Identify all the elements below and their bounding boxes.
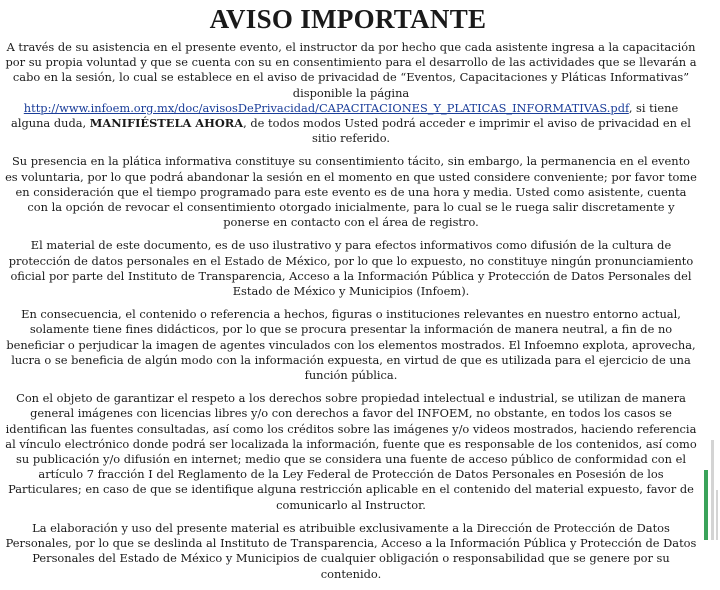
consequence-paragraph: En consecuencia, el contenido o referencia a hechos, figuras o instituciones relevantes en nuestro entorno actual, solamente tiene fines didácticos, por lo que se procura presentar la información de manera neutral, a fin de no beneficiar o perjudicar la imagen de agentes vinculados con los elementos mostrados. El Infoemno explota, aprovecha, lucra o se beneficia de algún modo con la información expuesta, en virtud de que es utilizada para el ejercicio de una función pública.: [6, 307, 696, 383]
privacy-text-emphasis: MANIFIÉSTELA AHORA: [89, 116, 244, 131]
responsibility-paragraph: La elaboración y uso del presente material es atribuible exclusivamente a la Dirección de Protección de Datos Personales, por lo que se deslinda al Instituto de Transparencia, Acceso a la Información Pública y Protección de Datos Personales del Estado de México y Municipios de cualquier obligación o responsabilidad que se genere por su contenido.: [5, 520, 697, 581]
decor-stripe-gray-thin: [716, 490, 718, 540]
geometric-stripes-icon: [700, 0, 720, 540]
intellectual-property-paragraph: Con el objeto de garantizar el respeto a los derechos sobre propiedad intelectual e industrial, se utilizan de manera general imágenes con licencias libres y/o con derechos a favor del INFOEM, no obstante, en todos los casos se identifican las fuentes consultadas, así como los créditos sobre las imágenes y/o videos mostrados, haciendo referencia al vínculo electrónico donde podrá ser localizada la información, fuente que es responsable de los contenidos, así como su publicación y/o difusión en internet; medio que se considera una fuente de acceso público de conformidad con el artículo 7 fracción I del Reglamento de la Ley Federal de Protección de Datos Personales en Posesión de los Particulares; en caso de que se identifique alguna restricción aplicable en el contenido del material expuesto, favor de comunicarlo al Instructor.: [5, 391, 697, 512]
privacy-paragraph: [4, 40, 698, 146]
notice-body: [4, 40, 698, 590]
privacy-text-end: , de todos modos Usted podrá acceder e imprimir el aviso de privacidad en el sitio referido.: [243, 116, 691, 146]
decor-stripe-gray: [711, 440, 714, 540]
page-title: AVISO IMPORTANTE: [209, 4, 487, 34]
privacy-text-start: A través de su asistencia en el presente evento, el instructor da por hecho que cada asistente ingresa a la capacitación por su propia voluntad y que se cuenta con su en consentimiento para el desarrollo de las actividades que se llevarán a cabo en la sesión, lo cual se establece en el aviso de privacidad de “Eventos, Capacitaciones y Pláticas Informativas” disponible la página: [5, 40, 697, 100]
privacy-text-middle: , si tiene alguna duda,: [11, 100, 679, 131]
consent-paragraph: Su presencia en la plática informativa constituye su consentimiento tácito, sin embargo, la permanencia en el evento es voluntaria, por lo que podrá abandonar la sesión en el momento en que usted considere conveniente; por favor tome en consideración que el tiempo programado para este evento es de una hora y media. Usted como asistente, cuenta con la opción de revocar el consentimiento otorgado inicialmente, para lo cual se le ruega salir discretamente y ponerse en contacto con el área de registro.: [5, 154, 697, 230]
privacy-notice-link[interactable]: http://www.infoem.org.mx/doc/avisosDePrivacidad/CAPACITACIONES_Y_PLATICAS_INFORMATIVAS.pdf: [23, 100, 629, 115]
material-paragraph: El material de este documento, es de uso ilustrativo y para efectos informativos como difusión de la cultura de protección de datos personales en el Estado de México, por lo que lo expuesto, no constituye ningún pronunciamiento oficial por parte del Instituto de Transparencia, Acceso a la Información Pública y Protección de Datos Personales del Estado de México y Municipios (Infoem).: [8, 238, 694, 299]
decor-stripe-green: [704, 470, 708, 540]
